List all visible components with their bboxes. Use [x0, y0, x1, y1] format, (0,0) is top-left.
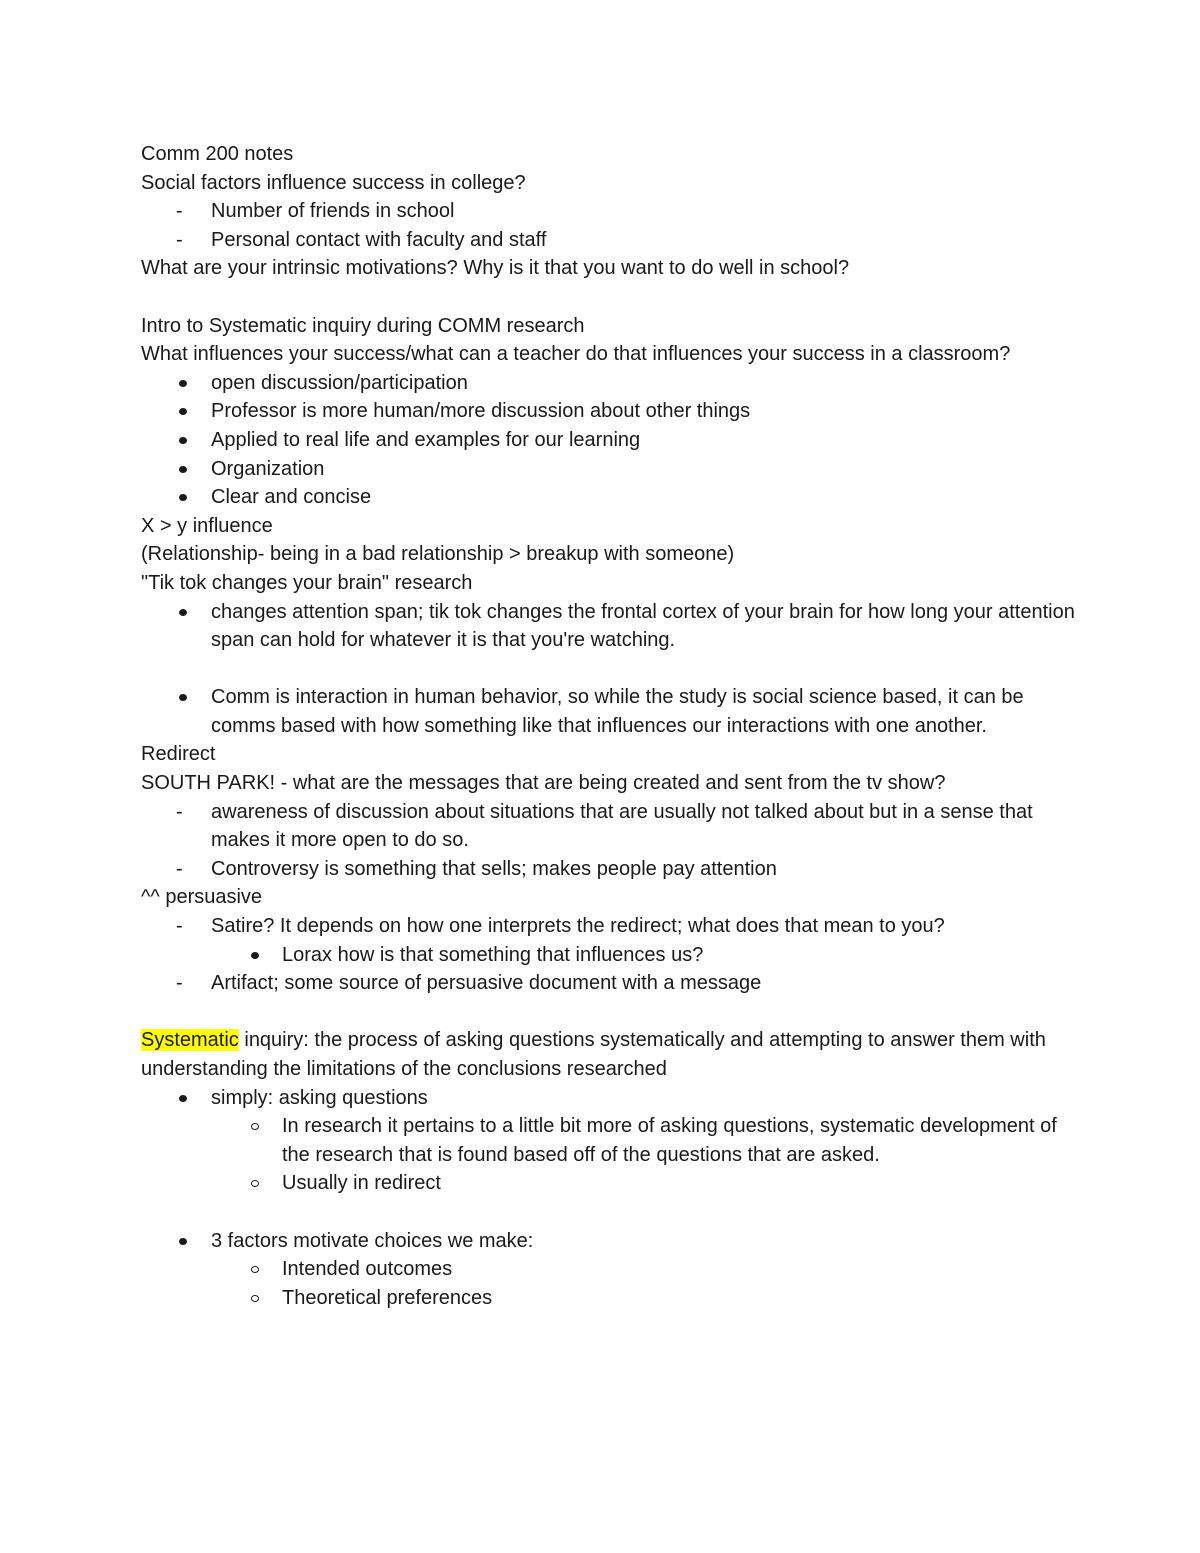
bullet-dot-icon [175, 683, 195, 712]
list-item: simply: asking questions [141, 1084, 1076, 1113]
doc-title: Comm 200 notes [141, 143, 294, 165]
notes-body [141, 140, 1076, 1312]
list-item: - Artifact; some source of persuasive document with a message [141, 969, 1076, 998]
bullet-circle-icon [247, 1255, 267, 1284]
list-item: Usually in redirect [141, 1169, 1076, 1198]
bullet-dot-icon [175, 426, 195, 455]
dash-marker [175, 912, 195, 941]
bullet-dot-icon [247, 941, 267, 970]
highlighted-term: Systematic [141, 1029, 239, 1052]
list-item: Professor is more human/more discussion about other things [141, 397, 1076, 426]
dash-marker [175, 855, 195, 884]
southpark-heading: SOUTH PARK! - what are the messages that are being created and sent from the tv show? [141, 772, 946, 795]
list-item: - awareness of discussion about situations that are usually not talked about but in a sense that makes it more open to do so. [141, 798, 1076, 855]
list-item: - Satire? It depends on how one interprets the redirect; what does that mean to you? [141, 912, 1076, 941]
list-item: changes attention span; tik tok changes the frontal cortex of your brain for how long your attention span can hold for whatever it is that you're watching. [141, 598, 1076, 655]
list-item: Clear and concise [141, 483, 1076, 512]
systematic-definition: Systematic inquiry: the process of asking questions systematically and attempting to answer them with understanding the limitations of the conclusions researched [141, 1029, 1046, 1080]
dash-marker [175, 197, 195, 226]
relationship-note: (Relationship- being in a bad relationship > breakup with someone) [141, 543, 735, 566]
heading-intro: Intro to Systematic inquiry during COMM research [141, 314, 585, 337]
dash-marker [175, 226, 195, 255]
list-item: - Controversy is something that sells; makes people pay attention [141, 855, 1076, 884]
dash-marker [175, 969, 195, 998]
list-item: Intended outcomes [141, 1255, 1076, 1284]
bullet-dot-icon [175, 397, 195, 426]
list-item: Theoretical preferences [141, 1284, 1076, 1313]
blank-line [141, 998, 1076, 1027]
list-item: In research it pertains to a little bit more of asking questions, systematic development of the research that is found based off of the questions that are asked. [141, 1112, 1076, 1169]
bullet-circle-icon [247, 1284, 267, 1313]
list-item: - Number of friends in school [141, 197, 1076, 226]
bullet-circle-icon [247, 1169, 267, 1198]
question-intrinsic: What are your intrinsic motivations? Why is it that you want to do well in school? [141, 257, 850, 280]
bullet-dot-icon [175, 455, 195, 484]
dash-marker [175, 798, 195, 827]
list-item: - Personal contact with faculty and staff [141, 226, 1076, 255]
list-item: Organization [141, 455, 1076, 484]
blank-line [141, 1198, 1076, 1227]
bullet-dot-icon [175, 1084, 195, 1113]
bullet-dot-icon [175, 483, 195, 512]
redirect-heading: Redirect [141, 743, 216, 766]
list-item: Comm is interaction in human behavior, so while the study is social science based, it can be comms based with how something like that influences our interactions with one another. [141, 683, 1076, 740]
question-teacher: What influences your success/what can a teacher do that influences your success in a classroom? [141, 343, 1011, 366]
list-item: Lorax how is that something that influences us? [141, 941, 1076, 970]
blank-line [141, 283, 1076, 312]
list-item: open discussion/participation [141, 369, 1076, 398]
bullet-circle-icon [247, 1112, 267, 1141]
list-item: 3 factors motivate choices we make: [141, 1227, 1076, 1256]
bullet-dot-icon [175, 369, 195, 398]
tiktok-heading: "Tik tok changes your brain" research [141, 571, 473, 594]
bullet-dot-icon [175, 598, 195, 627]
list-item: Applied to real life and examples for our learning [141, 426, 1076, 455]
bullet-dot-icon [175, 1227, 195, 1256]
blank-line [141, 655, 1076, 684]
heading-social-factors: Social factors influence success in college? [141, 171, 526, 194]
persuasive-note: ^^ persuasive [141, 886, 263, 909]
xy-influence: X > y influence [141, 514, 273, 537]
